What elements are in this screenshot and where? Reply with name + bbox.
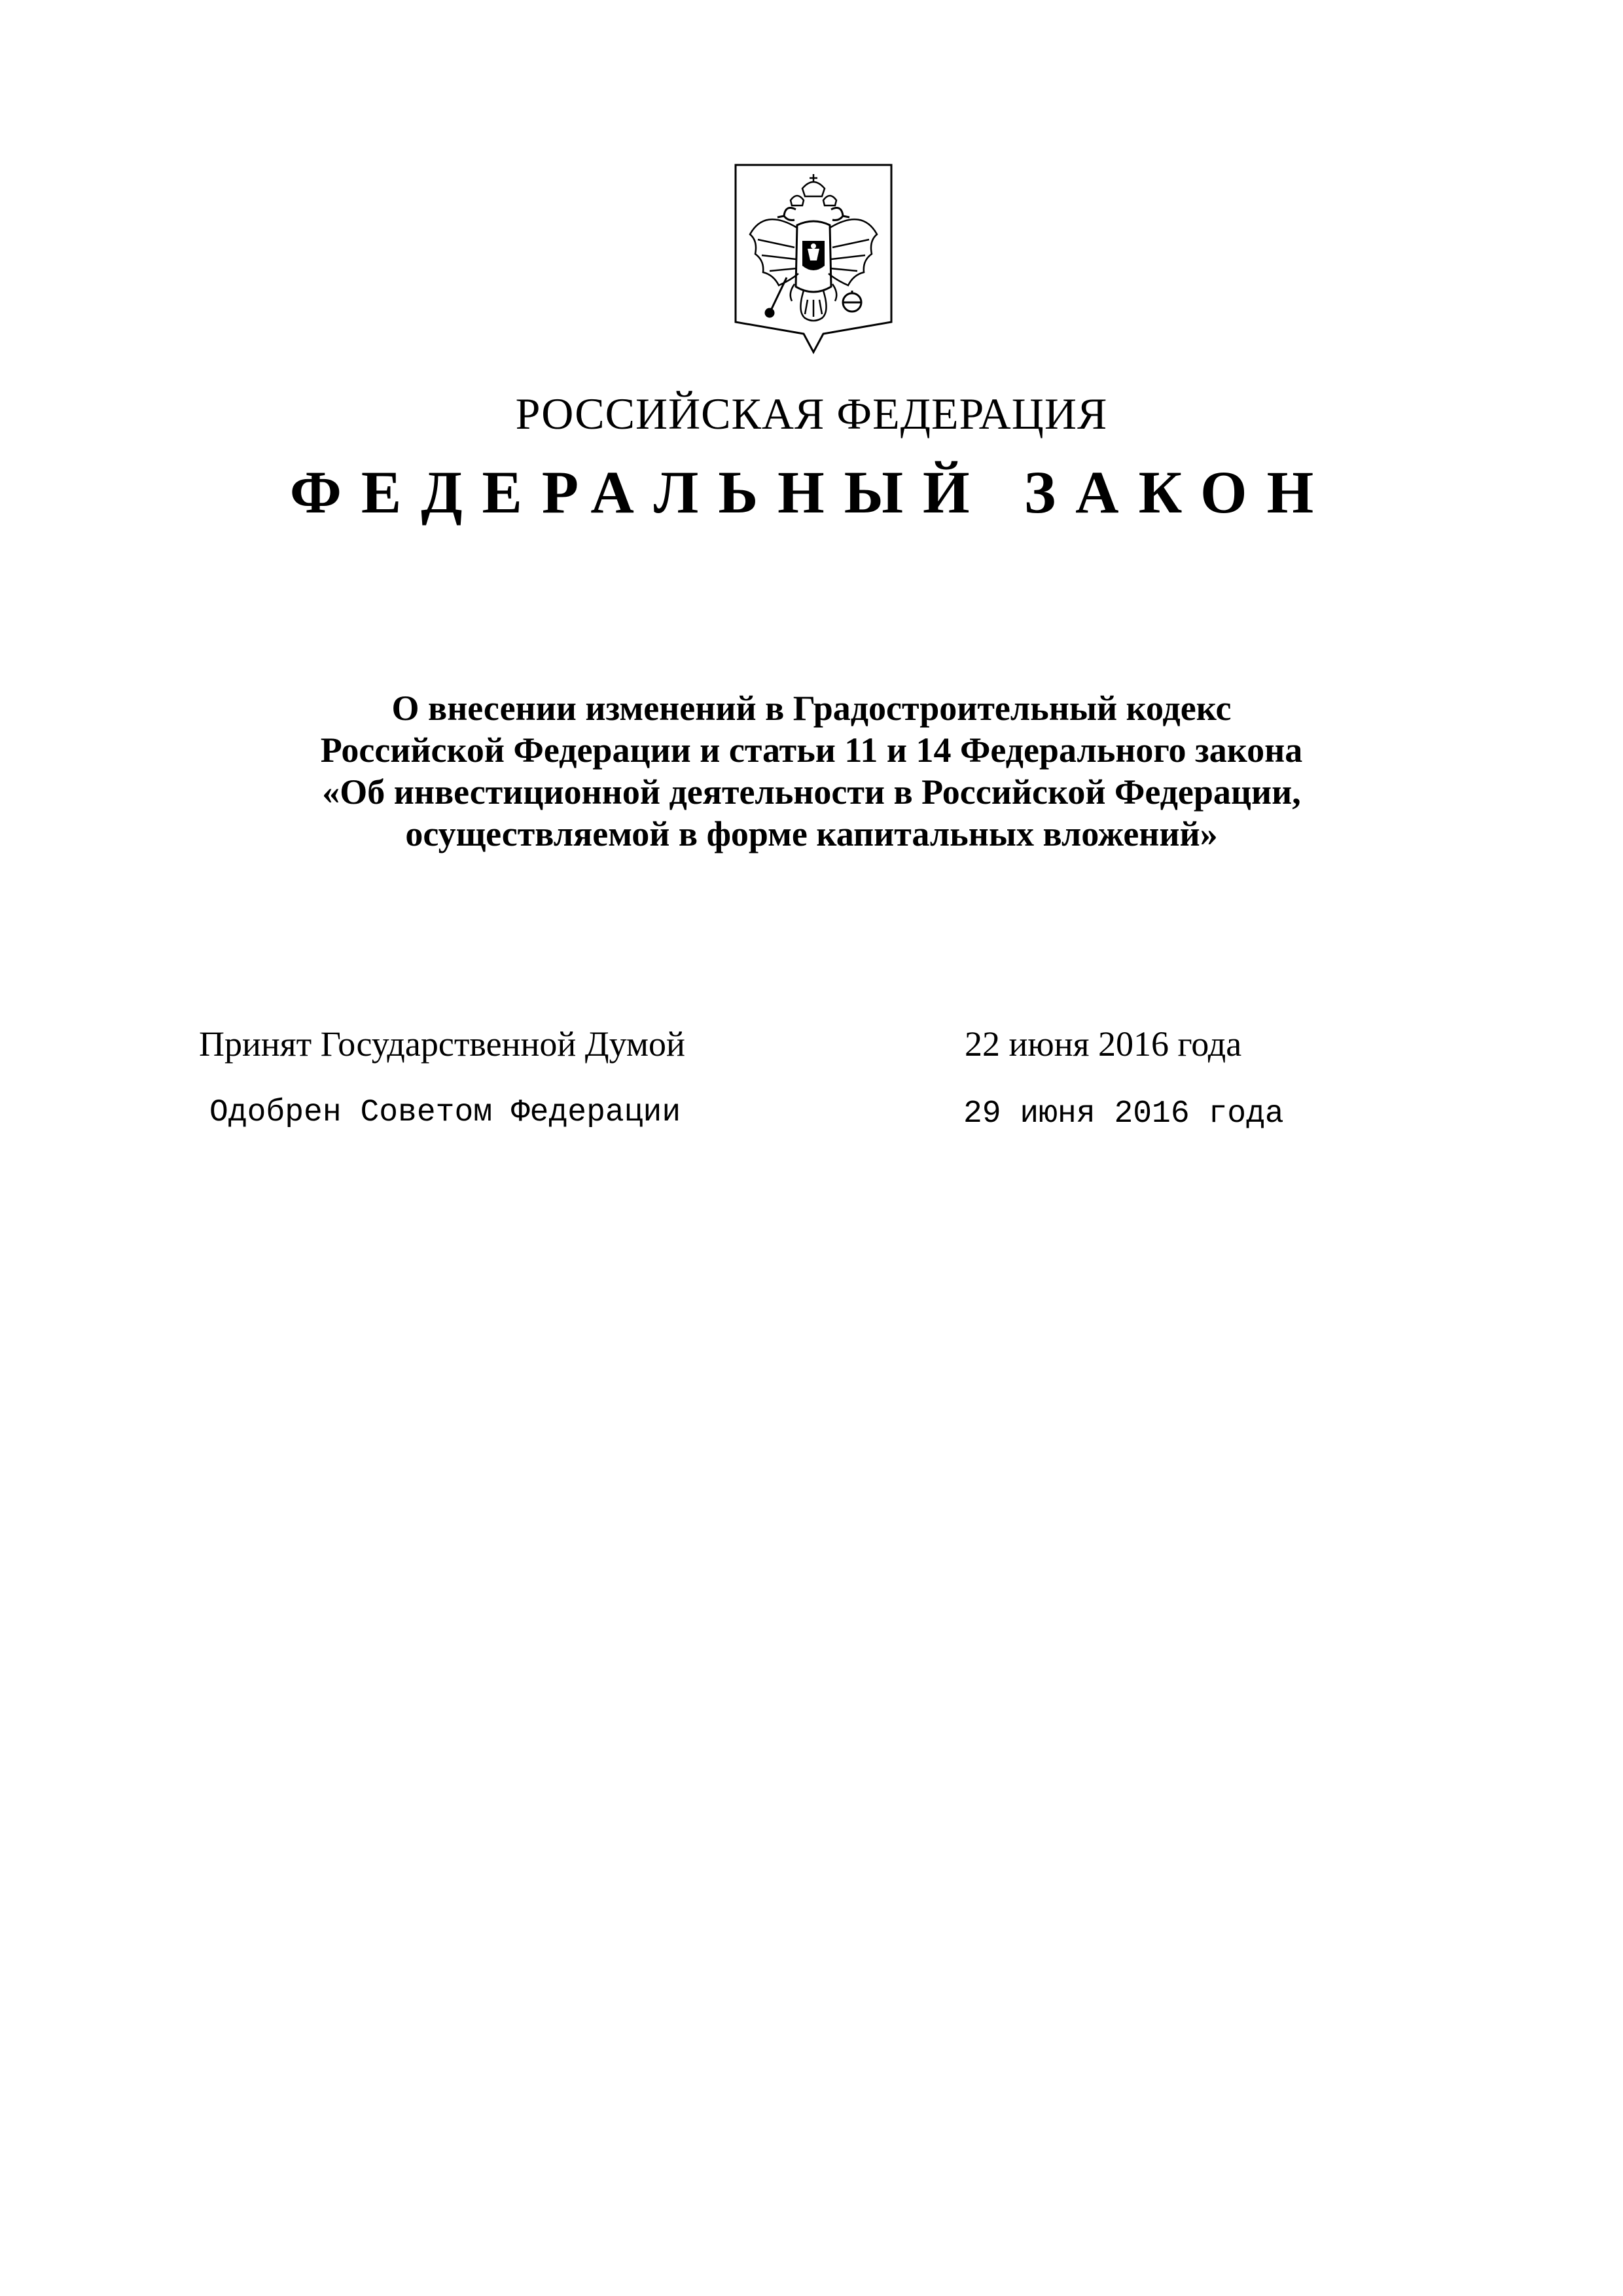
- law-title-line: Российской Федерации и статьи 11 и 14 Федерального закона: [320, 730, 1303, 770]
- council-approval-date: 29 июня 2016 года: [963, 1096, 1284, 1132]
- duma-adoption-label: Принят Государственной Думой: [199, 1024, 685, 1064]
- council-approval-label: Одобрен Советом Федерации: [209, 1095, 681, 1130]
- document-type: ФЕДЕРАЛЬНЫЙ ЗАКОН: [289, 459, 1334, 526]
- coat-of-arms-emblem: [732, 162, 895, 359]
- law-title: [0, 687, 1623, 855]
- law-title-line: «Об инвестиционной деятельности в Российской Федерации,: [322, 772, 1301, 812]
- law-title-line: О внесении изменений в Градостроительный кодекс: [391, 689, 1232, 728]
- country-name: РОССИЙСКАЯ ФЕДЕРАЦИЯ: [515, 389, 1108, 439]
- law-title-line: осуществляемой в форме капитальных вложений»: [405, 814, 1218, 853]
- duma-adoption-date: 22 июня 2016 года: [965, 1024, 1242, 1064]
